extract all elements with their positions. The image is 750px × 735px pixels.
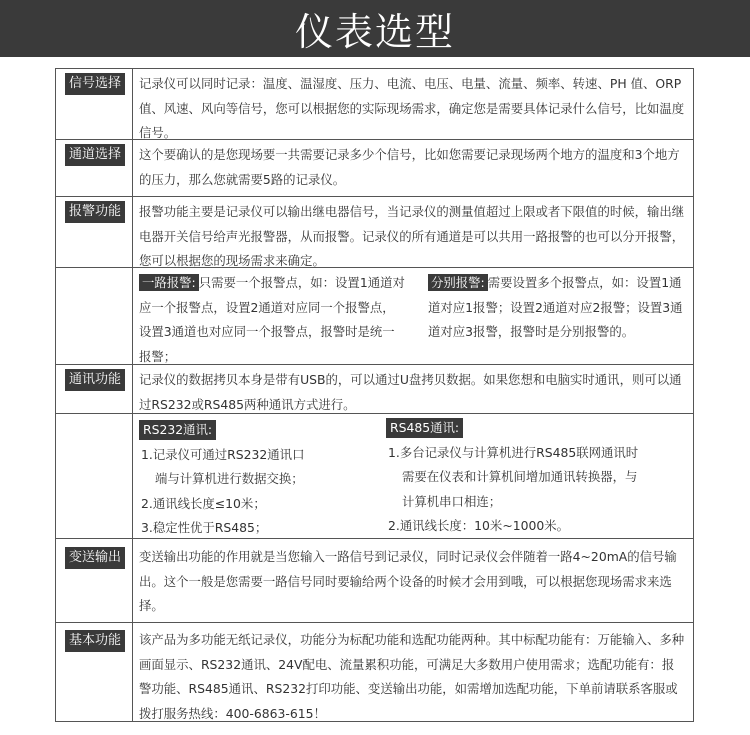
comm-label: 通讯功能 [65, 369, 125, 391]
row-alarm [56, 197, 693, 268]
row-alarm-detail [56, 268, 693, 365]
row-signal [56, 69, 693, 140]
rs485-item-1b: 需要在仪表和计算机间增加通讯转换器，与 [402, 469, 638, 484]
page-title: 仪表选型 [0, 0, 750, 57]
row-channel [56, 140, 693, 197]
rs232-block [139, 418, 379, 541]
rs232-tag: RS232通讯: [139, 420, 216, 440]
label-cell [56, 69, 133, 139]
rs485-block [386, 416, 686, 539]
separate-alarm-block [428, 271, 690, 345]
rs232-item-3: 3.稳定性优于RS485； [141, 520, 268, 535]
row-basic [56, 623, 693, 721]
alarm-label: 报警功能 [65, 201, 125, 223]
signal-label: 信号选择 [65, 73, 125, 95]
row-comm [56, 365, 693, 414]
row-transmit [56, 539, 693, 623]
transmit-text: 变送输出功能的作用就是当您输入一路信号到记录仪，同时记录仪会伴随着一路4~20mA的信号输出。这个一般是您需要一路信号同时要输给两个设备的时候才会用到哦，可以根据您现场需求来选择。 [139, 549, 677, 613]
label-cell [56, 197, 133, 267]
separate-alarm-tag: 分别报警: [428, 274, 488, 291]
rs485-item-1a: 1.多台记录仪与计算机进行RS485联网通讯时 [388, 444, 639, 460]
signal-text: 记录仪可以同时记录：温度、温湿度、压力、电流、电压、电量、流量、频率、转速、PH 值、ORP值、风速、风向等信号，您可以根据您的实际现场需求，确定您是需要具体记录什么信号，比如温度信号。 [139, 76, 685, 140]
rs232-item-2: 2.通讯线长度≤10米； [141, 495, 266, 511]
basic-label: 基本功能 [65, 630, 125, 652]
rs485-item-2: 2.通讯线长度：10米~1000米。 [388, 518, 570, 533]
label-cell [56, 623, 133, 721]
single-alarm-text: 只需要一个报警点，如：设置1通道对应一个报警点，设置2通道对应同一个报警点，设置3通道也对应同一个报警点，报警时是统一报警； [139, 275, 405, 364]
separate-alarm-text: 需要设置多个报警点，如：设置1通道对应1报警；设置2通道对应2报警；设置3通道对应3报警，报警时是分别报警的。 [428, 275, 683, 339]
basic-text: 该产品为多功能无纸记录仪，功能分为标配功能和选配功能两种。其中标配功能有：万能输入、多种画面显示、RS232通讯、24V配电、流量累积功能，可满足大多数用户使用需求；选配功能有：报警功能、RS485通讯、RS232打印功能、变送输出功能，如需增加选配功能，下单前请联系客服或拨打服务热线：400-6863-615！ [139, 632, 685, 721]
single-alarm-tag: 一路报警: [139, 274, 199, 291]
label-cell [56, 539, 133, 622]
selection-table [55, 68, 694, 722]
single-alarm-block [139, 271, 407, 369]
rs485-item-1c: 计算机串口相连； [402, 493, 502, 509]
label-cell [56, 140, 133, 196]
transmit-label: 变送输出 [65, 547, 125, 569]
rs232-item-1b: 端与计算机进行数据交换； [155, 471, 304, 486]
channel-label: 通道选择 [65, 144, 125, 166]
row-comm-detail [56, 414, 693, 539]
label-cell [56, 365, 133, 413]
rs485-tag: RS485通讯: [386, 418, 463, 438]
comm-text: 记录仪的数据拷贝本身是带有USB的，可以通过U盘拷贝数据。如果您想和电脑实时通讯，则可以通过RS232或RS485两种通讯方式进行。 [139, 372, 682, 412]
label-cell [56, 414, 133, 538]
alarm-text: 报警功能主要是记录仪可以输出继电器信号，当记录仪的测量值超过上限或者下限值的时候，输出继电器开关信号给声光报警器，从而报警。记录仪的所有通道是可以共用一路报警的也可以分开报警，您可以根据您的现场需求来确定。 [139, 204, 685, 268]
channel-text: 这个要确认的是您现场要一共需要记录多少个信号，比如您需要记录现场两个地方的温度和3个地方的压力，那么您就需要5路的记录仪。 [139, 147, 680, 187]
label-cell [56, 268, 133, 364]
rs232-item-1a: 1.记录仪可通过RS232通讯口 [141, 446, 305, 462]
